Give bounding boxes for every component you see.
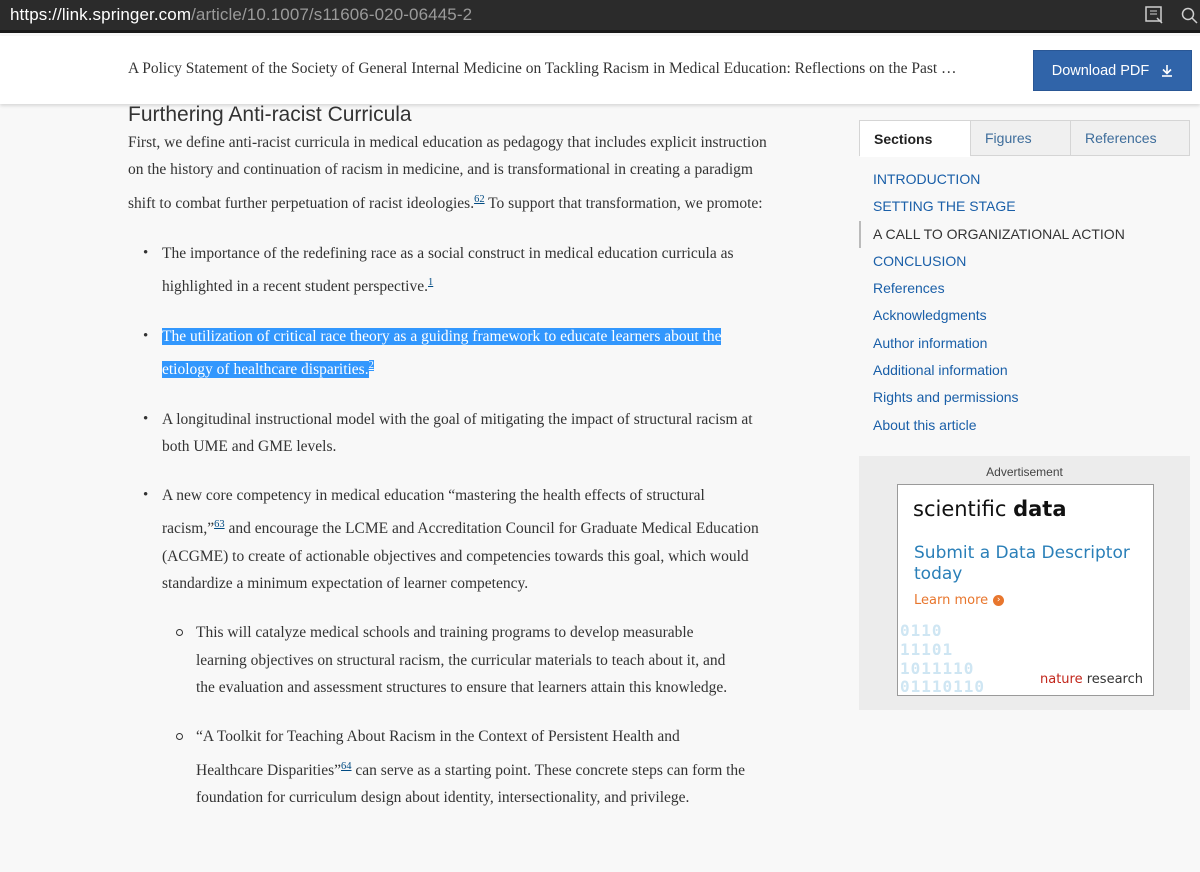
tab-references[interactable]: References <box>1070 121 1191 155</box>
sub-list-item-text: “A Toolkit for Teaching About Racism in the Context of Persistent Health and Healthcare Disparities” <box>196 728 680 779</box>
ad-binary-line: 0110 <box>900 621 943 640</box>
section-link-rights[interactable]: Rights and permissions <box>873 389 1019 406</box>
advertisement-panel <box>859 456 1190 710</box>
list-item-text: A longitudinal instructional model with the goal of mitigating the impact of structural racism at both UME and GME levels. <box>162 410 753 455</box>
ad-binary-line: 01110110 <box>900 677 986 696</box>
section-link-call-to-action[interactable]: A CALL TO ORGANIZATIONAL ACTION <box>859 221 1190 248</box>
section-link-about[interactable]: About this article <box>873 416 977 433</box>
citation-link[interactable]: 1 <box>428 277 434 289</box>
section-link-introduction[interactable]: INTRODUCTION <box>873 171 981 187</box>
sub-list-item <box>162 723 748 811</box>
section-link-setting-the-stage[interactable]: SETTING THE STAGE <box>873 198 1016 215</box>
section-link-author-information[interactable]: Author information <box>873 334 988 351</box>
bullet-list <box>128 240 788 811</box>
sub-list-item-text: This will catalyze medical schools and training programs to develop measurable learning objectives on structural racism, the curricular materials to teach about it, and the evaluation and assessment structures to ensure that learners attain this knowledge. <box>196 624 728 697</box>
ad-learn-more-label: Learn more <box>914 593 989 608</box>
sub-list-item-text-continued: can serve as a starting point. These concrete steps can form the foundation for curriculum design about identity, intersectionality, and privilege. <box>196 761 746 807</box>
sub-bullet-list <box>162 619 768 811</box>
download-pdf-label: Download PDF <box>1051 62 1150 79</box>
publisher-suffix: research <box>1086 672 1143 687</box>
sticky-article-header <box>0 36 1200 104</box>
list-item-text-continued: and encourage the LCME and Accreditation Council for Graduate Medical Education (ACGME) to create of actionable objectives and competencies towards this goal, which would standardize a minimum expectation of learner competency. <box>162 520 759 593</box>
download-icon <box>1161 64 1173 77</box>
list-item-selected <box>128 323 768 384</box>
url-field[interactable] <box>10 5 472 25</box>
url-path: /article/10.1007/s11606-020-06445-2 <box>191 5 473 24</box>
selected-text <box>162 328 721 378</box>
nature-research-logo <box>1040 672 1143 687</box>
section-link-additional-information[interactable]: Additional information <box>873 362 1008 379</box>
ad-brand-bold: data <box>1013 497 1067 521</box>
list-item-text: A new core competency in medical education “mastering the health effects of structural racism,” <box>162 487 705 538</box>
intro-text: First, we define anti-racist curricula in medical education as pedagogy that includes explicit instruction on the history and continuation of racism in medicine, and is transformational in creating a paradigm shift to combat further perpetuation of racist ideologies. <box>128 134 767 212</box>
arrow-right-icon: › <box>993 595 1004 606</box>
url-host: https://link.springer.com <box>10 5 192 24</box>
article-body <box>128 100 788 833</box>
list-item <box>128 482 768 811</box>
ad-binary-line: 11101 <box>900 640 954 659</box>
ad-binary-line: 1011110 <box>900 659 975 678</box>
section-heading: Furthering Anti-racist Curricula <box>128 103 412 126</box>
article-title: A Policy Statement of the Society of General Internal Medicine on Tackling Racism in Medical Education: Reflections on the Past … <box>128 60 957 77</box>
list-item <box>128 240 768 301</box>
list-item-text: The importance of the redefining race as a social construct in medical education curricula as highlighted in a recent student perspective. <box>162 245 734 296</box>
section-nav <box>859 166 1190 439</box>
ad-brand-light: scientific <box>913 497 1014 521</box>
reader-view-icon[interactable] <box>1145 6 1165 28</box>
tab-figures[interactable]: Figures <box>970 121 1070 155</box>
list-item <box>128 406 768 461</box>
intro-text-continued: To support that transformation, we promote: <box>484 194 763 212</box>
section-link-references[interactable]: References <box>873 280 945 297</box>
ad-headline: Submit a Data Descriptor today <box>914 543 1130 584</box>
section-link-acknowledgments[interactable]: Acknowledgments <box>873 307 987 324</box>
intro-paragraph <box>128 129 773 217</box>
ad-brand <box>913 497 1067 521</box>
citation-link[interactable]: 64 <box>341 760 352 772</box>
download-pdf-button[interactable] <box>1033 50 1192 91</box>
browser-address-bar <box>0 0 1200 33</box>
advertisement-label: Advertisement <box>986 465 1063 479</box>
publisher-name: nature <box>1040 672 1083 687</box>
tab-sections[interactable]: Sections <box>860 121 970 157</box>
section-link-conclusion[interactable]: CONCLUSION <box>873 252 967 269</box>
citation-link[interactable]: 63 <box>214 519 225 531</box>
advertisement-banner[interactable] <box>897 484 1154 696</box>
sidebar-tabs <box>859 120 1190 156</box>
zoom-icon[interactable] <box>1180 6 1198 28</box>
list-item-text: The utilization of critical race theory as a guiding framework to educate learners about the etiology of healthcare disparities. <box>162 327 722 379</box>
ad-learn-more[interactable] <box>914 593 1004 608</box>
citation-link[interactable]: 62 <box>474 193 485 205</box>
sub-list-item <box>162 619 748 701</box>
citation-link[interactable]: 2 <box>368 360 374 372</box>
article-sidebar <box>859 120 1190 439</box>
